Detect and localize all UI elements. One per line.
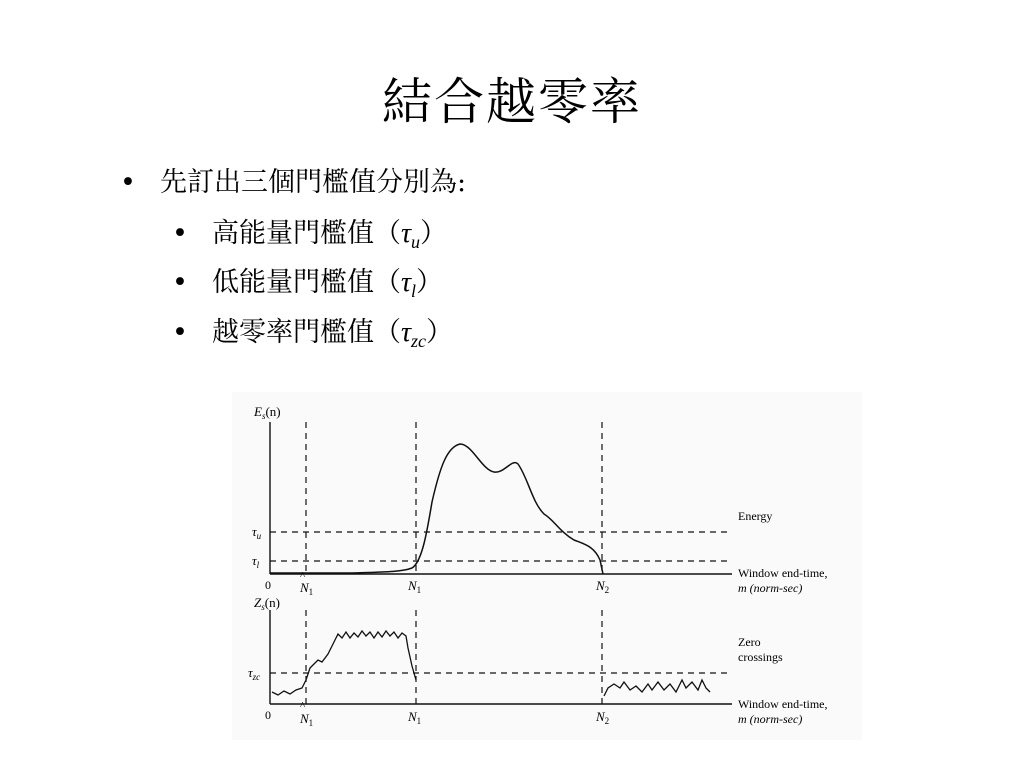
tau-zc-label: $\tau_{zc}$ [248, 665, 261, 682]
main-bullet [120, 160, 466, 199]
zc-curve-label-2: crossings [738, 650, 783, 664]
sub-bullet-high-energy [172, 211, 447, 253]
zc-n2-label: $N_2$ [596, 709, 610, 726]
close-paren: ） [420, 218, 448, 249]
n1-hat-label: $N_1$ [300, 580, 314, 597]
energy-ylabel: $E_s(n)$ [254, 404, 281, 421]
bullet-dot: • [172, 218, 188, 249]
close-paren: ） [426, 317, 454, 348]
sub-bullet-low-energy [172, 260, 443, 302]
sub-bullet-zero-crossing [172, 310, 453, 352]
zero-crossing-curve-left [272, 631, 416, 695]
energy-axis-label-1: Window end-time, [738, 566, 828, 580]
zc-axis-label-1: Window end-time, [738, 697, 828, 711]
zc-axis-label-2: m (norm-sec) [738, 712, 803, 726]
sub-bullet-label: 越零率門檻值（ [212, 317, 401, 348]
sub-bullet-label: 低能量門檻值（ [212, 267, 401, 298]
tau-symbol: $\tau_{zc}$ [401, 317, 427, 351]
energy-curve [270, 444, 603, 574]
endpoint-detection-figure [232, 392, 862, 740]
n2-label: $N_2$ [596, 578, 610, 595]
zc-origin-label: 0 [265, 708, 271, 722]
slide-title: 結合越零率 [382, 73, 642, 131]
zc-n1-label: $N_1$ [408, 709, 422, 726]
zc-n1-hat-label: $N_1$ [300, 711, 314, 728]
energy-curve-label: Energy [738, 509, 773, 523]
close-paren: ） [416, 267, 444, 298]
n1-label: $N_1$ [408, 578, 422, 595]
energy-axis-label-2: m (norm-sec) [738, 581, 803, 595]
tau-symbol: $\tau_l$ [401, 267, 417, 301]
bullet-dot: • [172, 317, 188, 348]
tau-symbol: $\tau_u$ [401, 218, 421, 252]
zc-ylabel: $Z_s(n)$ [254, 595, 280, 612]
figure-svg [232, 392, 862, 740]
energy-origin-label: 0 [265, 578, 271, 592]
tau-l-label: $\tau_l$ [252, 553, 260, 570]
sub-bullet-label: 高能量門檻值（ [212, 218, 401, 249]
bullet-dot: • [120, 167, 136, 198]
zc-n1-hat-accent: ^ [300, 700, 306, 712]
zero-crossing-panel [270, 610, 732, 704]
zc-curve-label-1: Zero [738, 635, 761, 649]
zero-crossing-curve-right [604, 680, 710, 696]
bullet-dot: • [172, 267, 188, 298]
n1-hat-accent: ^ [300, 570, 306, 582]
main-bullet-text: 先訂出三個門檻值分別為: [160, 167, 467, 198]
tau-u-label: $\tau_u$ [252, 524, 262, 541]
energy-panel [270, 422, 732, 574]
